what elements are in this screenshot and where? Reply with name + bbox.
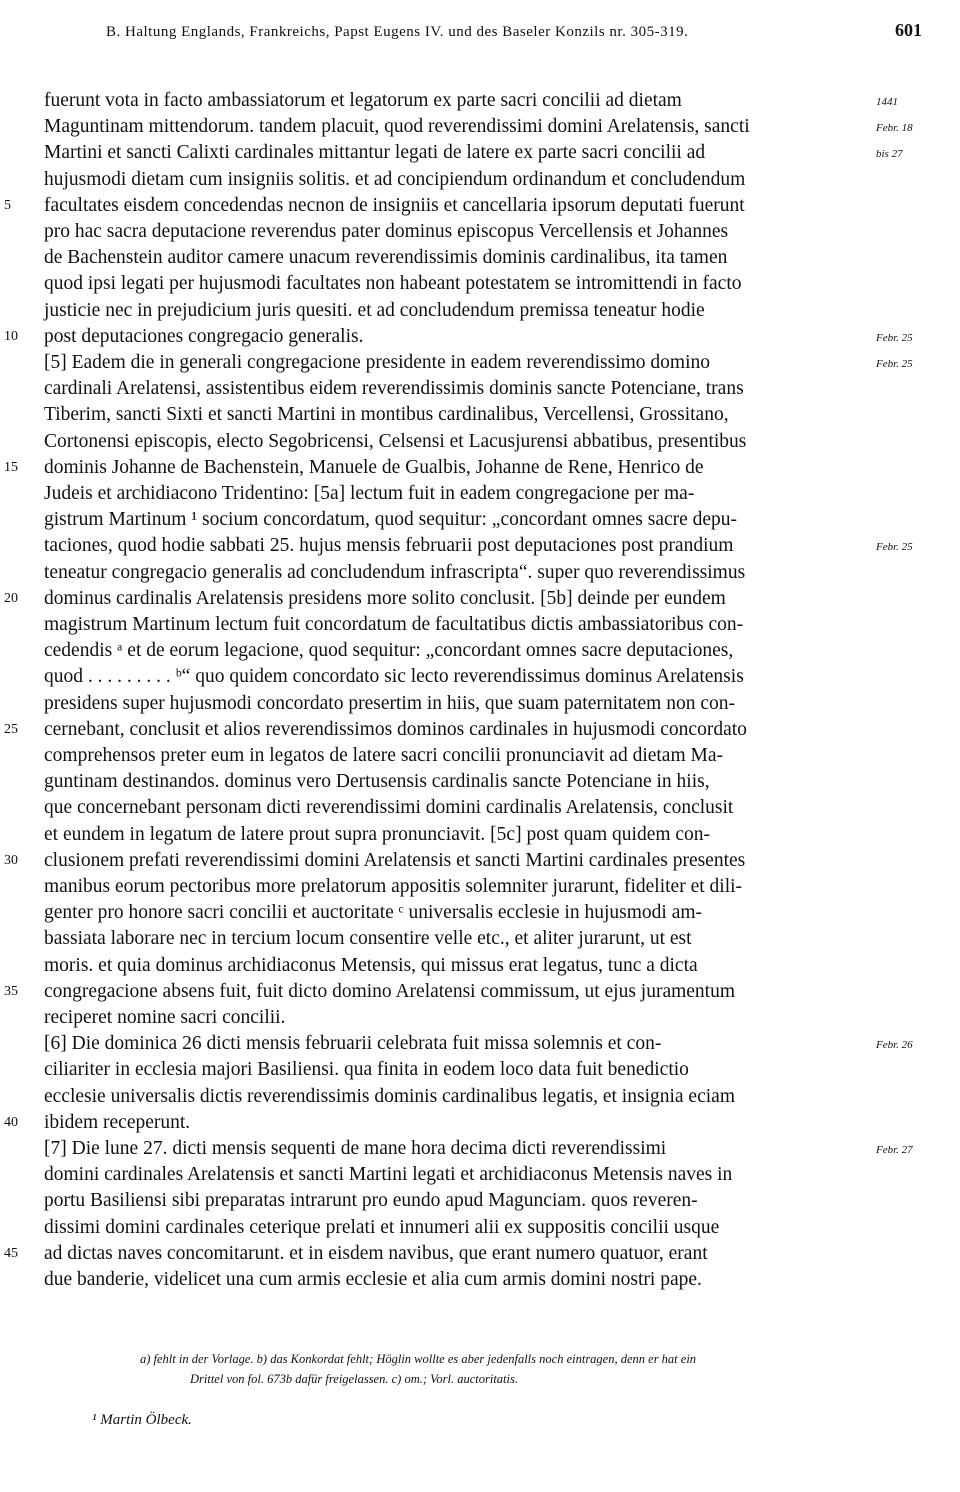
text-line: ibidem receperunt. — [44, 1111, 191, 1133]
margin-date: Febr. 27 — [876, 1144, 913, 1156]
text-line: et eundem in legatum de latere prout supra pronunciavit. [5c] post quam quidem con- — [44, 823, 711, 845]
text-line: Maguntinam mittendorum. tandem placuit, quod reverendissimi domini Arelatensis, sancti — [44, 116, 750, 138]
text-line: que concernebant personam dicti reverendissimi domini cardinalis Arelatensis, conclusit — [44, 797, 734, 819]
running-head: B. Haltung Englands, Frankreichs, Papst Eugens IV. und des Baseler Konzils nr. 305-319. — [106, 24, 689, 40]
footnote-1: ¹ Martin Ölbeck. — [92, 1412, 192, 1428]
text-line: dominus cardinalis Arelatensis presidens more solito conclusit. [5b] deinde per eundem — [44, 587, 726, 609]
text-line: genter pro honore sacri concilii et auctoritate ᶜ universalis ecclesie in hujusmodi am- — [44, 902, 703, 924]
footnote-line: Drittel von fol. 673b dafür freigelassen. c) om.; Vorl. auctoritatis. — [190, 1372, 518, 1386]
text-line: dissimi domini cardinales ceterique prelati et innumeri alii ex suppositis concilii usque — [44, 1216, 720, 1238]
text-line: teneatur congregacio generalis ad concludendum infrascripta“. super quo reverendissimus — [44, 561, 746, 583]
line-number: 5 — [4, 197, 11, 213]
line-number: 35 — [4, 983, 18, 999]
text-line: cardinali Arelatensi, assistentibus eidem reverendissimis dominis sancte Potenciane, trans — [44, 378, 744, 400]
text-line: cedendis ᵃ et de eorum legacione, quod sequitur: „concordant omnes sacre deputaciones, — [44, 640, 734, 662]
text-line: pro hac sacra deputacione reverendus pater dominus episcopus Vercellensis et Johannes — [44, 221, 729, 242]
margin-date: Febr. 25 — [876, 358, 913, 370]
margin-date: bis 27 — [876, 148, 903, 161]
text-line: Martini et sancti Calixti cardinales mittantur legati de latere ex parte sacri concilii ad — [44, 142, 706, 164]
line-number: 30 — [4, 852, 18, 868]
text-line: [6] Die dominica 26 dicti mensis februarii celebrata fuit missa solemnis et con- — [44, 1033, 662, 1055]
margin-date: 1441 — [876, 96, 898, 108]
text-line: quod . . . . . . . . . ᵇ“ quo quidem concordato sic lecto reverendissimus dominus Arelatensis — [44, 666, 744, 688]
text-line: comprehensos preter eum in legatos de latere sacri concilii pronunciavit ad dietam Ma- — [44, 745, 723, 766]
text-line: magistrum Martinum lectum fuit concordatum de facultatibus dictis ambassiatoribus con- — [44, 614, 744, 635]
text-line: Tiberim, sancti Sixti et sancti Martini in montibus cardinalibus, Vercellensi, Grossitano, — [44, 404, 729, 426]
text-line: domini cardinales Arelatensis et sancti Martini legati et archidiaconus Metensis naves in — [44, 1164, 733, 1186]
text-line: reciperet nomine sacri concilii. — [44, 1007, 286, 1028]
text-line: facultates eisdem concedendas necnon de insigniis et cancellaria ipsorum deputati fuerunt — [44, 194, 745, 216]
line-number: 45 — [4, 1245, 18, 1261]
text-line: dominis Johanne de Bachenstein, Manuele de Gualbis, Johanne de Rene, Henrico de — [44, 456, 704, 478]
margin-date: Febr. 25 — [876, 541, 913, 554]
margin-date: Febr. 26 — [876, 1039, 913, 1052]
line-number: 25 — [4, 721, 18, 737]
text-line: due banderie, videlicet una cum armis ecclesie et alia cum armis domini nostri pape. — [44, 1269, 702, 1290]
text-line: post deputaciones congregacio generalis. — [44, 325, 364, 347]
text-line: ad dictas naves concomitarunt. et in eisdem navibus, que erant numero quatuor, erant — [44, 1242, 708, 1264]
text-line: moris. et quia dominus archidiaconus Metensis, qui missus erat legatus, tunc a dicta — [44, 954, 698, 976]
text-line: Cortonensi episcopis, electo Segobricensi, Celsensi et Lacusjurensi abbatibus, presentibus — [44, 430, 747, 452]
text-line: taciones, quod hodie sabbati 25. hujus mensis februarii post deputaciones post prandium — [44, 535, 734, 557]
text-line: quod ipsi legati per hujusmodi facultates non habeant potestatem se intromittendi in facto — [44, 273, 742, 295]
text-line: fuerunt vota in facto ambassiatorum et legatorum ex parte sacri concilii ad dietam — [44, 90, 682, 111]
text-line: [5] Eadem die in generali congregacione presidente in eadem reverendissimo domino — [44, 352, 710, 373]
text-line: justicie nec in prejudicium juris quesiti. et ad concludendum premissa teneatur hodie — [44, 299, 705, 321]
margin-date: Febr. 18 — [876, 122, 913, 135]
page-number: 601 — [895, 20, 922, 40]
text-line: portu Basiliensi sibi preparatas intrarunt pro eundo apud Magunciam. quos reveren- — [44, 1190, 698, 1212]
text-line: cernebant, conclusit et alios reverendissimos dominos cardinales in hujusmodi concordato — [44, 718, 747, 740]
text-line: ecclesie universalis dictis reverendissimis dominis cardinalibus legatis, et insignia eciam — [44, 1085, 735, 1107]
text-line: clusionem prefati reverendissimi domini Arelatensis et sancti Martini cardinales presentes — [44, 849, 746, 871]
text-line: guntinam destinandos. dominus vero Dertusensis cardinalis sancte Potenciane in hiis, — [44, 771, 710, 793]
line-number: 10 — [4, 328, 18, 344]
page-header — [106, 18, 922, 58]
text-line: presidens super hujusmodi concordato presertim in hiis, que suam paternitatem non con- — [44, 692, 736, 714]
text-line: gistrum Martinum ¹ socium concordatum, quod sequitur: „concordant omnes sacre depu- — [44, 509, 738, 531]
text-line: manibus eorum pectoribus more prelatorum appositis solemniter jurarunt, fideliter et dili- — [44, 876, 743, 897]
line-number: 15 — [4, 459, 18, 475]
text-line: bassiata laborare nec in tercium locum consentire velle etc., et aliter jurarunt, ut est — [44, 928, 692, 950]
line-number: 20 — [4, 590, 18, 606]
text-line: Judeis et archidiacono Tridentino: [5a] lectum fuit in eadem congregacione per ma- — [44, 483, 695, 504]
margin-date: Febr. 25 — [876, 331, 913, 344]
text-line: hujusmodi dietam cum insigniis solitis. et ad concipiendum ordinandum et concludendum — [44, 168, 746, 190]
text-line: ciliariter in ecclesia majori Basiliensi. qua finita in eodem loco data fuit benedictio — [44, 1059, 689, 1081]
line-number: 40 — [4, 1114, 18, 1130]
text-line: de Bachenstein auditor camere unacum reverendissimis dominis cardinalibus, ita tamen — [44, 247, 728, 269]
text-line: congregacione absens fuit, fuit dicto domino Arelatensi commissum, ut ejus juramentum — [44, 980, 736, 1002]
text-line: [7] Die lune 27. dicti mensis sequenti de mane hora decima dicti reverendissimi — [44, 1138, 667, 1159]
footnote-line: a) fehlt in der Vorlage. b) das Konkordat fehlt; Höglin wollte es aber jedenfalls noch eintragen, denn er hat ein — [140, 1352, 697, 1366]
